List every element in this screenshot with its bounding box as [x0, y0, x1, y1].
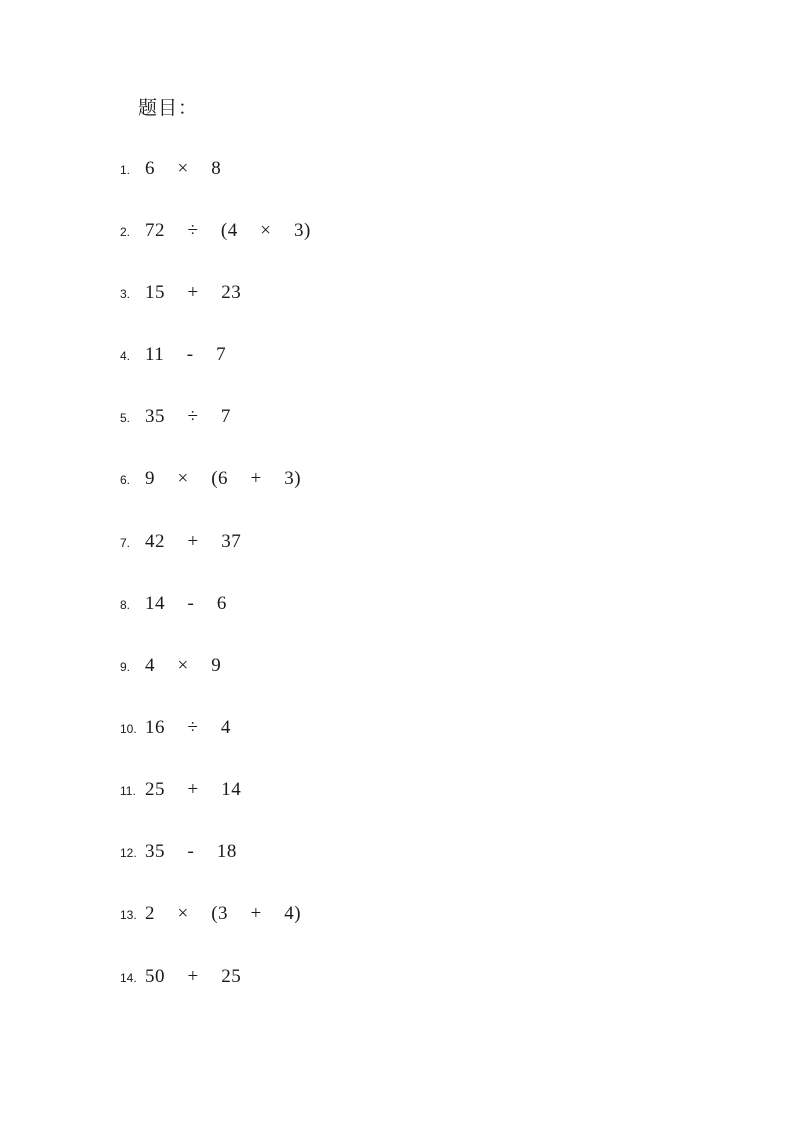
list-item	[120, 717, 231, 745]
problem-number: 2.	[120, 225, 131, 239]
list-item	[120, 220, 311, 248]
problem-expression: 14 - 6	[145, 593, 227, 614]
list-item	[120, 779, 241, 807]
problem-number: 3.	[120, 287, 131, 301]
problem-expression: 15 + 23	[145, 282, 242, 303]
list-item	[120, 282, 241, 310]
problem-expression: 25 + 14	[145, 779, 242, 800]
list-item	[120, 903, 301, 931]
problem-expression: 6 × 8	[145, 158, 222, 179]
problem-number: 7.	[120, 536, 131, 550]
problem-expression: 72 ÷ (4 × 3)	[145, 220, 311, 241]
problem-number: 4.	[120, 349, 131, 363]
problem-number: 14.	[120, 971, 137, 985]
problem-number: 8.	[120, 598, 131, 612]
problem-expression: 4 × 9	[145, 655, 222, 676]
list-item	[120, 531, 241, 559]
list-item	[120, 655, 221, 683]
problem-expression: 2 × (3 + 4)	[145, 903, 302, 924]
problem-expression: 9 × (6 + 3)	[145, 468, 302, 489]
page-title: 题目：	[138, 97, 199, 119]
problem-expression: 11 - 7	[145, 344, 227, 365]
problem-expression: 50 + 25	[145, 966, 242, 987]
problem-expression: 35 ÷ 7	[145, 406, 231, 427]
problem-expression: 42 + 37	[145, 531, 242, 552]
problem-expression: 35 - 18	[145, 841, 237, 862]
problem-number: 10.	[120, 722, 137, 736]
problem-expression: 16 ÷ 4	[145, 717, 231, 738]
list-item	[120, 593, 227, 621]
list-item	[120, 406, 231, 434]
problem-number: 6.	[120, 473, 131, 487]
list-item	[120, 468, 301, 496]
problem-number: 12.	[120, 846, 137, 860]
problem-number: 11.	[120, 784, 136, 798]
problem-number: 13.	[120, 908, 137, 922]
list-item	[120, 344, 226, 372]
problem-number: 9.	[120, 660, 131, 674]
problem-number: 5.	[120, 411, 131, 425]
list-item	[120, 841, 237, 869]
problem-number: 1.	[120, 163, 131, 177]
list-item	[120, 966, 241, 994]
list-item	[120, 158, 221, 186]
